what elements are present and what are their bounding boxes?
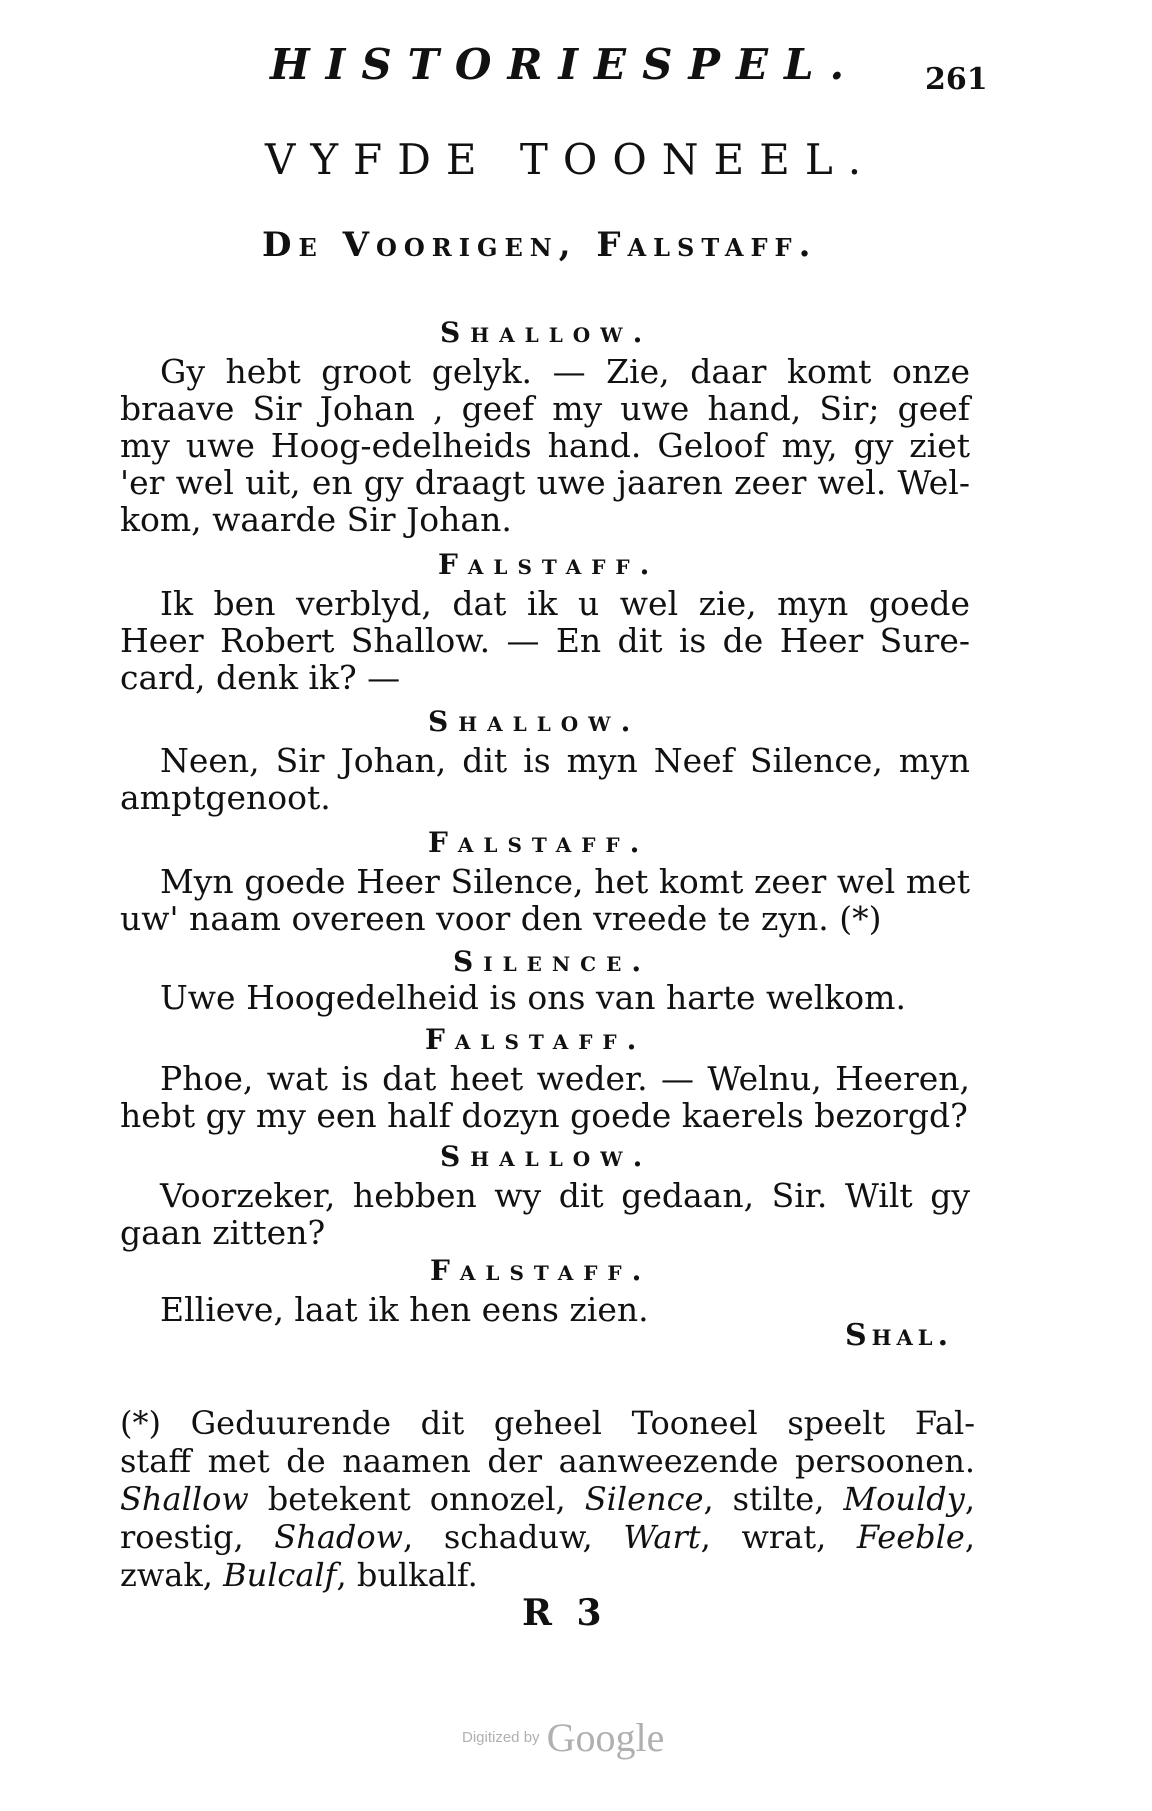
dialogue-line: hebt gy my een half dozyn goede kaerels bezorgd? [120,1096,968,1135]
speaker-name: Silence. [453,945,652,978]
dialogue-line: Ellieve, laat ik hen eens zien. [160,1290,649,1329]
google-logo: Google [546,1715,665,1760]
dialogue-line: Phoe, wat is dat heet weder. — Welnu, Heeren, [160,1059,970,1098]
dialogue-line: Voorzeker, hebben wy dit gedaan, Sir. Wilt gy [160,1176,970,1215]
dialogue-line: Myn goede Heer Silence, het komt zeer wel met [160,862,970,901]
speaker-name: Falstaff. [425,1023,647,1056]
dialogue-line: kom, waarde Sir Johan. [120,500,512,539]
footnote-line: (*) Geduurende dit geheel Tooneel speelt Fal- [120,1404,975,1442]
dialogue-line: Gy hebt groot gelyk. — Zie, daar komt onze [160,352,970,391]
footnote-text: , wrat, [700,1518,857,1556]
footnote-line [120,1480,975,1518]
scene-characters: De Voorigen, Falstaff. [262,225,818,265]
speaker-name: Shallow. [440,316,653,349]
speaker-name: Falstaff. [430,1254,652,1287]
dialogue-line: Ik ben verblyd, dat ik u wel zie, myn goede [160,584,970,623]
dialogue-line: my uwe Hoog-edelheids hand. Geloof my, gy ziet [120,426,970,465]
speaker-name: Shallow. [440,1140,653,1173]
dialogue-line: card, denk ik? — [120,658,401,697]
footnote-text: roestig, [120,1518,275,1556]
dialogue-line: uw' naam overeen voor den vreede te zyn. (*) [120,899,882,938]
scene-title: VYFDE TOONEEL. [265,135,877,184]
footnote-italic-name: Mouldy [843,1480,965,1518]
footnote-line: staff met de naamen der aanweezende persoonen. [120,1442,975,1480]
speaker-name: Shallow. [428,705,641,738]
catchword: Shal. [845,1318,954,1353]
footnote-line [120,1556,975,1594]
footnote-text: , [964,1480,975,1518]
dialogue-line: Heer Robert Shallow. — En dit is de Heer Sure- [120,621,970,660]
footnote-text: , stilte, [703,1480,844,1518]
footnote-text: , bulkalf. [336,1556,478,1594]
footnote-italic-name: Wart [623,1518,701,1556]
dialogue-line: Neen, Sir Johan, dit is myn Neef Silence, myn [160,741,970,780]
footnote-italic-name: Shadow [274,1518,404,1556]
watermark-prefix: Digitized by [462,1729,540,1746]
footnote-italic-name: Shallow [120,1480,249,1518]
digitized-watermark [462,1714,664,1761]
dialogue-line: amptgenoot. [120,778,331,817]
dialogue-line: gaan zitten? [120,1213,326,1252]
footnote-text: , schaduw, [403,1518,624,1556]
signature-mark: R 3 [522,1592,608,1634]
footnote-text: , [964,1518,975,1556]
speaker-name: Falstaff. [428,826,650,859]
footnote-text: betekent onnozel, [248,1480,585,1518]
dialogue-line: braave Sir Johan , geef my uwe hand, Sir; geef [120,389,970,428]
running-title: HISTORIESPEL. [270,40,861,89]
footnote-italic-name: Feeble [856,1518,965,1556]
footnote-italic-name: Silence [584,1480,704,1518]
dialogue-line: 'er wel uit, en gy draagt uwe jaaren zeer wel. Wel- [120,463,970,502]
footnote-line [120,1518,975,1556]
speaker-name: Falstaff. [438,548,660,581]
footnote-text: zwak, [120,1556,224,1594]
dialogue-line: Uwe Hoogedelheid is ons van harte welkom. [160,978,906,1017]
footnote-italic-name: Bulcalf [223,1556,337,1594]
page-number: 261 [925,62,988,97]
